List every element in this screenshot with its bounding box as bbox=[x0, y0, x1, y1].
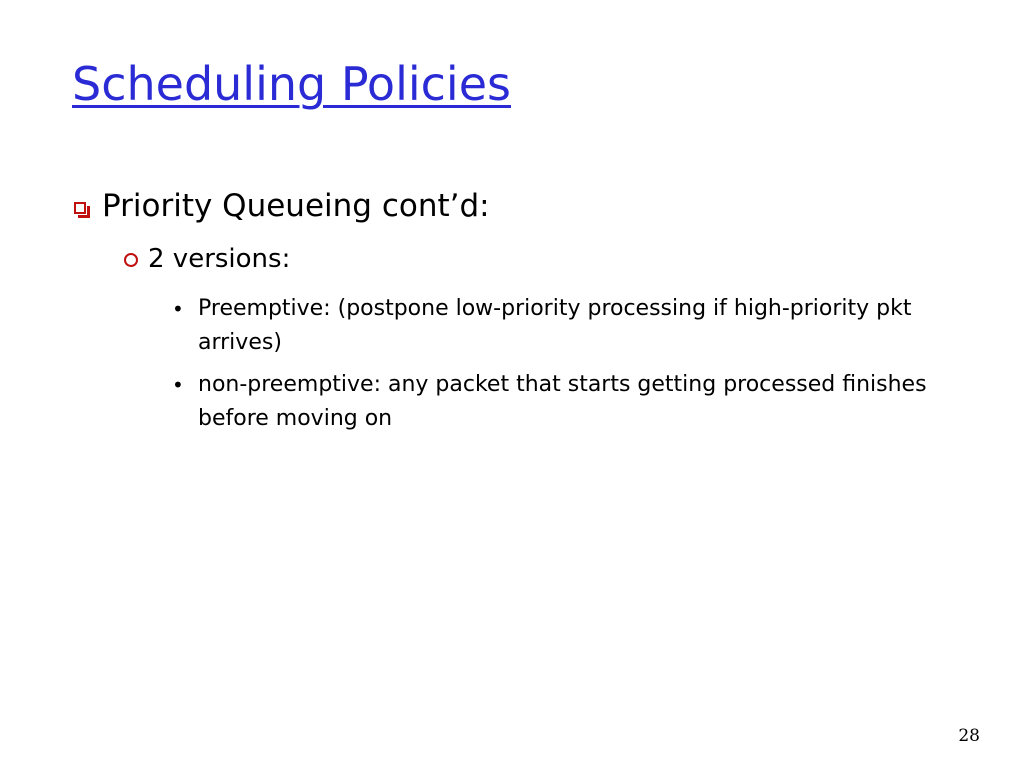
bullet-level3-text: Preemptive: (postpone low-priority processing if high-priority pkt arrives) bbox=[198, 296, 912, 355]
square-box-bullet-icon bbox=[74, 202, 90, 218]
dot-bullet-icon: • bbox=[172, 297, 184, 321]
slide-title: Scheduling Policies bbox=[72, 57, 511, 111]
bullet-level3-non-preemptive bbox=[172, 368, 932, 436]
dot-bullet-icon: • bbox=[172, 373, 184, 397]
page-number: 28 bbox=[958, 726, 980, 746]
bullet-level1-text: Priority Queueing cont’d: bbox=[102, 188, 490, 224]
bullet-level1 bbox=[74, 188, 490, 225]
hollow-circle-bullet-icon bbox=[124, 253, 138, 267]
bullet-level3-text: non-preemptive: any packet that starts getting processed finishes before moving on bbox=[198, 372, 927, 431]
bullet-level2-text: 2 versions: bbox=[148, 244, 291, 274]
bullet-level2 bbox=[124, 244, 290, 275]
bullet-level3-preemptive bbox=[172, 292, 932, 360]
